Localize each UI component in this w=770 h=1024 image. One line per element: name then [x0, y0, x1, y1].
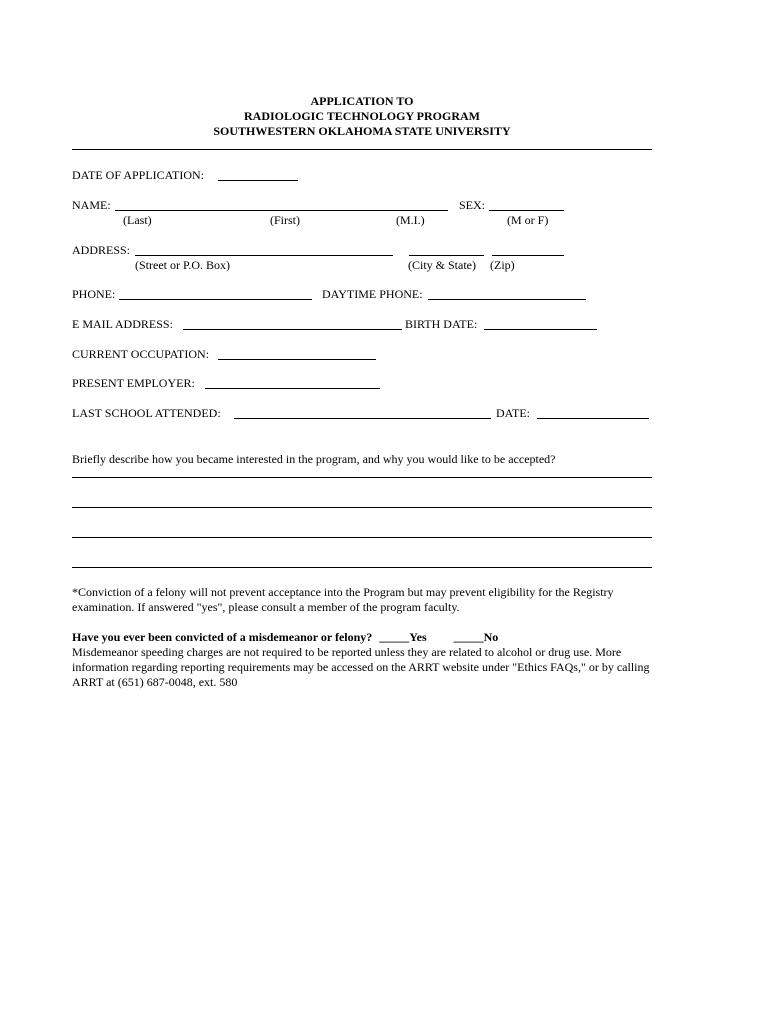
essay-prompt: Briefly describe how you became interested in the program, and why you would like to be accepted? [72, 452, 556, 466]
essay-line[interactable] [72, 537, 652, 538]
phone-label: PHONE: [72, 287, 116, 301]
address-street-field[interactable] [135, 255, 393, 256]
date-field[interactable] [537, 418, 649, 419]
no-blank[interactable]: _____ [453, 630, 484, 644]
name-mi-hint: (M.I.) [396, 213, 425, 227]
felony-notice-line-1: *Conviction of a felony will not prevent acceptance into the Program but may prevent eligibility for the Registry [72, 585, 614, 599]
essay-line[interactable] [72, 477, 652, 478]
no-label: No [483, 630, 499, 644]
email-field[interactable] [183, 329, 402, 330]
address-zip-hint: (Zip) [490, 258, 515, 272]
occupation-label: CURRENT OCCUPATION: [72, 347, 210, 361]
sex-field[interactable] [489, 210, 564, 211]
date-label: DATE: [496, 406, 530, 420]
name-label: NAME: [72, 198, 111, 212]
essay-line[interactable] [72, 507, 652, 508]
name-field[interactable] [115, 210, 448, 211]
phone-field[interactable] [119, 299, 312, 300]
misdemeanor-note-line-3: ARRT at (651) 687-0048, ext. 580 [72, 675, 238, 689]
employer-field[interactable] [205, 388, 380, 389]
address-city-hint: (City & State) [408, 258, 476, 272]
yes-label: Yes [409, 630, 427, 644]
form-title-line-3: SOUTHWESTERN OKLAHOMA STATE UNIVERSITY [213, 124, 511, 138]
last-school-label: LAST SCHOOL ATTENDED: [72, 406, 221, 420]
misdemeanor-note-line-1: Misdemeanor speeding charges are not required to be reported unless they are related to alcohol or drug use. More [72, 645, 622, 659]
address-city-field[interactable] [409, 255, 484, 256]
occupation-field[interactable] [218, 359, 376, 360]
address-street-hint: (Street or P.O. Box) [135, 258, 230, 272]
address-zip-field[interactable] [492, 255, 564, 256]
address-label: ADDRESS: [72, 243, 131, 257]
sex-label: SEX: [459, 198, 486, 212]
birth-date-label: BIRTH DATE: [405, 317, 478, 331]
name-last-hint: (Last) [123, 213, 152, 227]
date-of-application-field[interactable] [218, 180, 298, 181]
last-school-field[interactable] [234, 418, 491, 419]
name-first-hint: (First) [270, 213, 300, 227]
essay-line[interactable] [72, 567, 652, 568]
felony-notice-line-2: examination. If answered "yes", please consult a member of the program faculty. [72, 600, 460, 614]
daytime-phone-label: DAYTIME PHONE: [322, 287, 423, 301]
sex-hint: (M or F) [507, 213, 549, 227]
conviction-question-text: Have you ever been convicted of a misdemeanor or felony? [72, 630, 373, 644]
form-title-line-2: RADIOLOGIC TECHNOLOGY PROGRAM [243, 109, 480, 123]
birth-date-field[interactable] [484, 329, 597, 330]
email-label: E MAIL ADDRESS: [72, 317, 173, 331]
header-divider [72, 149, 652, 150]
daytime-phone-field[interactable] [428, 299, 586, 300]
yes-blank[interactable]: _____ [379, 630, 410, 644]
employer-label: PRESENT EMPLOYER: [72, 376, 195, 390]
form-title-line-1: APPLICATION TO [310, 94, 414, 108]
date-of-application-label: DATE OF APPLICATION: [72, 168, 205, 182]
conviction-question [72, 630, 498, 645]
misdemeanor-note-line-2: information regarding reporting requirements may be accessed on the ARRT website under "Ethics FAQs," or by calling [72, 660, 650, 674]
